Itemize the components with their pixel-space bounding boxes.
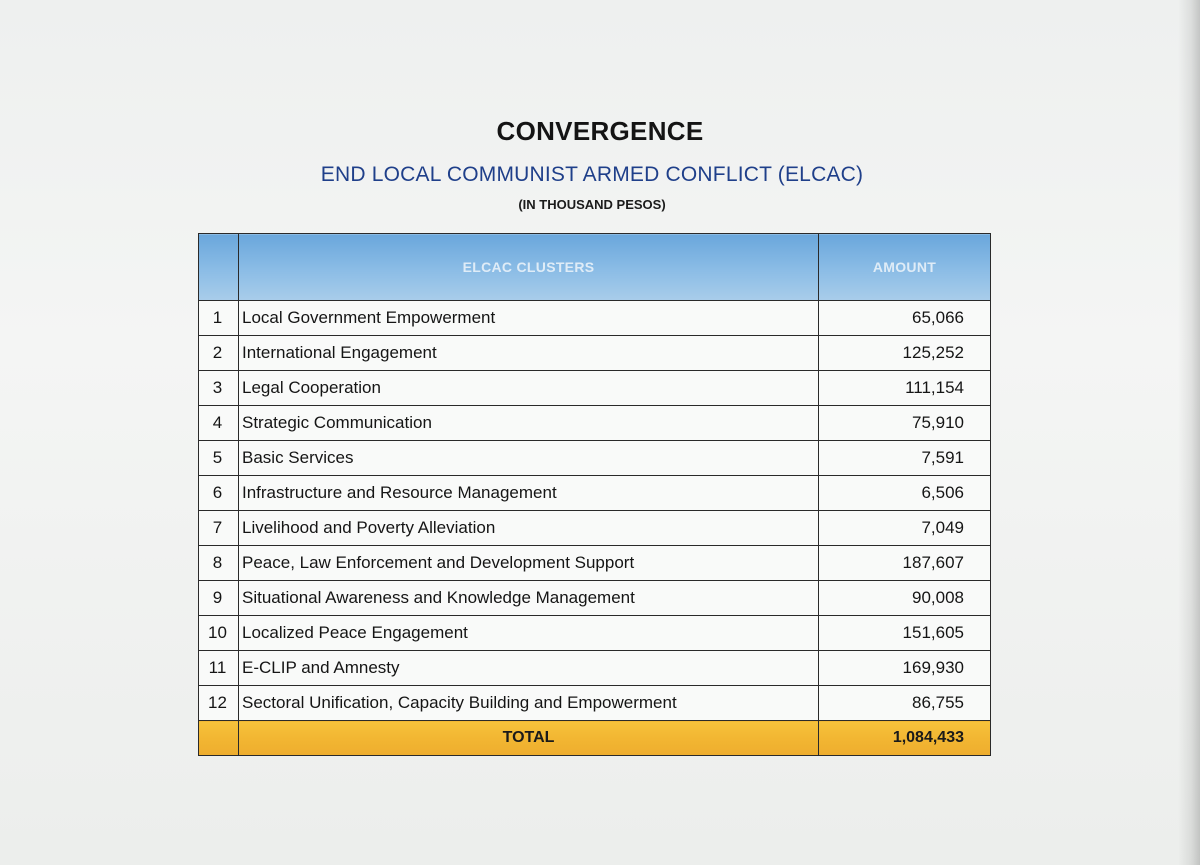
total-label: TOTAL <box>239 721 819 756</box>
row-cluster: Legal Cooperation <box>239 371 819 406</box>
row-number: 10 <box>199 616 239 651</box>
row-cluster: Local Government Empowerment <box>239 301 819 336</box>
row-number: 5 <box>199 441 239 476</box>
row-number: 4 <box>199 406 239 441</box>
unit-note: (IN THOUSAND PESOS) <box>518 197 666 212</box>
row-number: 3 <box>199 371 239 406</box>
row-number: 2 <box>199 336 239 371</box>
header-amount: AMOUNT <box>819 234 991 301</box>
row-cluster: International Engagement <box>239 336 819 371</box>
row-cluster: Sectoral Unification, Capacity Building and Empowerment <box>239 686 819 721</box>
row-cluster: E-CLIP and Amnesty <box>239 651 819 686</box>
row-amount: 7,049 <box>819 511 991 546</box>
page-subtitle: END LOCAL COMMUNIST ARMED CONFLICT (ELCAC) <box>320 163 864 186</box>
table-row <box>199 616 991 651</box>
total-amount: 1,084,433 <box>819 721 991 756</box>
row-cluster: Peace, Law Enforcement and Development Support <box>239 546 819 581</box>
row-cluster: Infrastructure and Resource Management <box>239 476 819 511</box>
table-row <box>199 581 991 616</box>
elcac-budget-table <box>198 233 991 756</box>
table-row <box>199 336 991 371</box>
table-row <box>199 511 991 546</box>
row-number: 11 <box>199 651 239 686</box>
total-number-cell <box>199 721 239 756</box>
header-clusters: ELCAC CLUSTERS <box>239 234 819 301</box>
row-amount: 6,506 <box>819 476 991 511</box>
table-row <box>199 546 991 581</box>
row-cluster: Livelihood and Poverty Alleviation <box>239 511 819 546</box>
row-amount: 90,008 <box>819 581 991 616</box>
row-amount: 7,591 <box>819 441 991 476</box>
row-amount: 65,066 <box>819 301 991 336</box>
row-amount: 75,910 <box>819 406 991 441</box>
table-row <box>199 371 991 406</box>
row-number: 12 <box>199 686 239 721</box>
row-number: 9 <box>199 581 239 616</box>
row-number: 7 <box>199 511 239 546</box>
table-row <box>199 476 991 511</box>
row-amount: 111,154 <box>819 371 991 406</box>
row-cluster: Situational Awareness and Knowledge Management <box>239 581 819 616</box>
row-cluster: Strategic Communication <box>239 406 819 441</box>
row-amount: 86,755 <box>819 686 991 721</box>
row-number: 8 <box>199 546 239 581</box>
row-amount: 125,252 <box>819 336 991 371</box>
table-row <box>199 441 991 476</box>
table-header-row <box>199 234 991 301</box>
header-number <box>199 234 239 301</box>
total-row <box>199 721 991 756</box>
row-amount: 151,605 <box>819 616 991 651</box>
row-cluster: Localized Peace Engagement <box>239 616 819 651</box>
row-amount: 169,930 <box>819 651 991 686</box>
table-row <box>199 651 991 686</box>
row-number: 6 <box>199 476 239 511</box>
row-amount: 187,607 <box>819 546 991 581</box>
table-row <box>199 686 991 721</box>
row-number: 1 <box>199 301 239 336</box>
row-cluster: Basic Services <box>239 441 819 476</box>
page-title: CONVERGENCE <box>496 116 704 146</box>
table-row <box>199 301 991 336</box>
table-row <box>199 406 991 441</box>
